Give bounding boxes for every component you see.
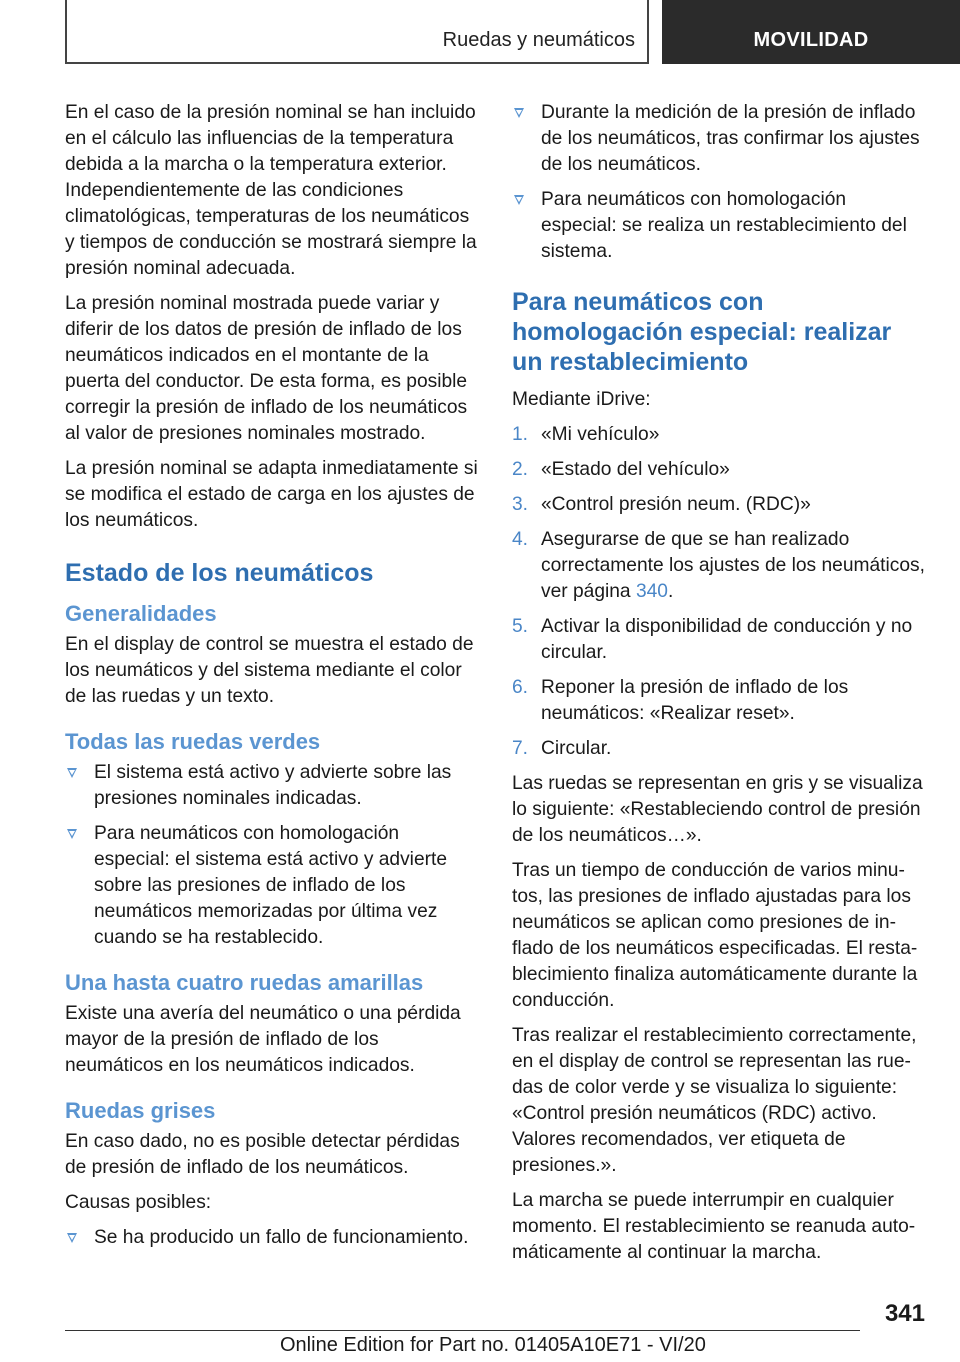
header-chapter-tab (662, 0, 960, 64)
list-item: Se ha producido un fallo de funcionamiento. (65, 1225, 479, 1251)
list-ruedas-verdes (65, 760, 479, 951)
triangle-bullet-icon (67, 1233, 77, 1243)
footer-edition: Online Edition for Part no. 01405A10E71 - VI/20 (280, 1334, 706, 1356)
heading-ruedas-grises: Ruedas grises (65, 1098, 216, 1123)
triangle-bullet-icon (67, 768, 77, 778)
page-reference-link[interactable]: 340 (635, 581, 668, 602)
paragraph: Mediante iDrive: (512, 389, 651, 410)
paragraph: Causas posibles: (65, 1192, 212, 1213)
paragraph: En caso dado, no es posible detectar pérdidas de presión de inflado de los neumáticos. (65, 1131, 460, 1178)
right-column (512, 100, 926, 1275)
paragraph: La marcha se puede interrumpir en cualquier momento. El restablecimiento se reanuda automáticamente al continuar la marcha. (512, 1190, 916, 1263)
paragraph: En el caso de la presión nominal se han incluido en el cálculo las influencias de la temperatura debida a la marcha o la temperatura exterior. Independientemente de las condiciones climatológicas, temperaturas de los neumáticos y tiempos de conducción se mostrará siempre la presión nominal adecuada. (65, 102, 477, 279)
heading-ruedas-amarillas: Una hasta cuatro ruedas amarillas (65, 970, 424, 995)
paragraph: Tras un tiempo de conducción de varios minutos, las presiones de inflado ajustadas para los neumáticos se aplican como presiones de inflado de los neumáticos especificadas. El restablecimiento finaliza automáticamente durante la conducción. (512, 860, 918, 1011)
list-item: El sistema está activo y advierte sobre las presiones nominales indicadas. (65, 760, 479, 812)
step-item: 5. Activar la disponibilidad de conducción y no circular. (512, 616, 913, 663)
list-causas (65, 1225, 479, 1251)
triangle-bullet-icon (67, 829, 77, 839)
paragraph: En el display de control se muestra el estado de los neumáticos y del sistema mediante el color de las ruedas y un texto. (65, 634, 474, 707)
heading-estado-neumaticos: Estado de los neumáticos (65, 559, 374, 587)
step-item: 1. «Mi vehículo» (512, 424, 660, 445)
heading-ruedas-verdes: Todas las ruedas verdes (65, 729, 321, 754)
triangle-bullet-icon (514, 108, 524, 118)
list-item: Para neumáticos con homologación especial: el sistema está activo y advierte sobre las presiones de inflado de los neumáticos memorizadas por última vez cuando se ha restablecido. (65, 821, 479, 951)
steps-list (512, 422, 926, 762)
section-title: Ruedas y neumáticos (442, 29, 635, 51)
step-item: 2. «Estado del vehículo» (512, 459, 730, 480)
list-ruedas-grises-causas (512, 100, 926, 265)
header-section-tab (65, 0, 649, 64)
list-item: Para neumáticos con homologación especial: se realiza un restablecimiento del sistema. (512, 187, 926, 265)
triangle-bullet-icon (514, 195, 524, 205)
paragraph: Existe una avería del neumático o una pérdida mayor de la presión de inflado de los neumáticos en los neumáticos indicados. (65, 1003, 461, 1076)
step-item: 7. Circular. (512, 738, 612, 759)
left-column (65, 100, 479, 1260)
paragraph: La presión nominal se adapta inmediatamente si se modifica el estado de carga en los ajustes de los neumáticos. (65, 458, 478, 531)
heading-generalidades: Generalidades (65, 601, 217, 626)
step-item: 3. «Control presión neum. (RDC)» (512, 494, 811, 515)
step-item: 4. Asegurarse de que se han realizado correctamente los ajustes de los neumáticos, ver página 340. (512, 529, 925, 602)
page-number: 341 (884, 1300, 925, 1327)
footer-divider (65, 1330, 860, 1331)
heading-realizar-restablecimiento: Para neumáticos con homologación especial: realizar un restablecimiento (512, 288, 892, 376)
list-item: Durante la medición de la presión de inflado de los neumáticos, tras confirmar los ajustes de los neumáticos. (512, 100, 926, 178)
paragraph: La presión nominal mostrada puede variar y diferir de los datos de presión de inflado de los neumáticos indicados en el montante de la puerta del conductor. De esta forma, es posible corregir la presión de inflado de los neumáticos al valor de presiones nominales mostrado. (65, 293, 468, 444)
paragraph: Tras realizar el restablecimiento correctamente, en el display de control se representan las ruedas de color verde y se visualiza lo siguiente: «Control presión neumáticos (RDC) activo. Valores recomendados, ver etiqueta de presiones.». (512, 1025, 917, 1176)
chapter-title: MOVILIDAD (753, 29, 869, 51)
step-item: 6. Reponer la presión de inflado de los neumáticos: «Realizar reset». (512, 677, 849, 724)
paragraph: Las ruedas se representan en gris y se visualiza lo siguiente: «Restableciendo control de presión de los neumáticos…». (512, 773, 923, 846)
